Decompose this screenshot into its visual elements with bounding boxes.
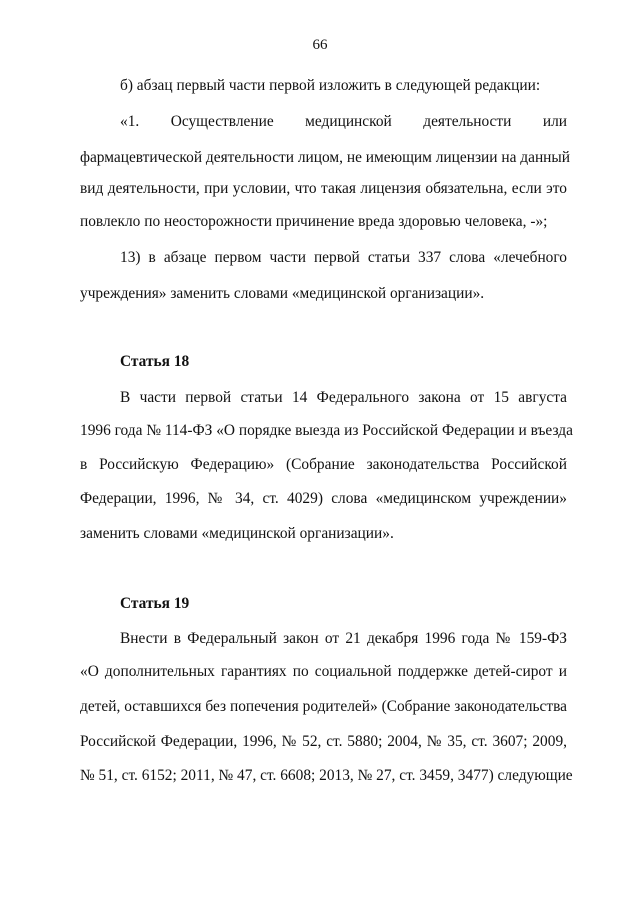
paragraph-line: Федерации, 1996, № 34, ст. 4029) слова «медицинском учреждении» (80, 490, 567, 507)
paragraph-line: детей, оставшихся без попечения родителей» (Собрание законодательства (80, 698, 567, 715)
paragraph-line: Внести в Федеральный закон от 21 декабря 1996 года № 159-ФЗ (120, 630, 567, 647)
paragraph-line: фармацевтической деятельности лицом, не имеющим лицензии на данный (80, 149, 570, 166)
paragraph-line: вид деятельности, при условии, что такая лицензия обязательна, если это (80, 180, 567, 197)
paragraph-line: учреждения» заменить словами «медицинской организации». (80, 285, 485, 302)
paragraph-line: В части первой статьи 14 Федерального закона от 15 августа (120, 389, 567, 406)
paragraph-line: повлекло по неосторожности причинение вреда здоровью человека, -»; (80, 213, 548, 230)
page-number: 66 (312, 37, 328, 53)
paragraph-line: в Российскую Федерацию» (Собрание законодательства Российской (80, 456, 567, 473)
paragraph-line: «О дополнительных гарантиях по социальной поддержке детей-сирот и (80, 663, 567, 680)
article-18-heading: Статья 18 (120, 353, 190, 370)
paragraph-line: б) абзац первый части первой изложить в следующей редакции: (120, 77, 541, 94)
paragraph-line: Российской Федерации, 1996, № 52, ст. 5880; 2004, № 35, ст. 3607; 2009, (80, 733, 567, 750)
paragraph-line: заменить словами «медицинской организации». (80, 525, 394, 542)
paragraph-line: «1. Осуществление медицинской деятельности или (120, 113, 567, 130)
paragraph-line: 13) в абзаце первом части первой статьи 337 слова «лечебного (120, 249, 567, 266)
article-19-heading: Статья 19 (120, 595, 190, 612)
paragraph-line: 1996 года № 114-ФЗ «О порядке выезда из Российской Федерации и въезда (80, 422, 573, 439)
paragraph-line: № 51, ст. 6152; 2011, № 47, ст. 6608; 2013, № 27, ст. 3459, 3477) следующие (80, 767, 573, 784)
